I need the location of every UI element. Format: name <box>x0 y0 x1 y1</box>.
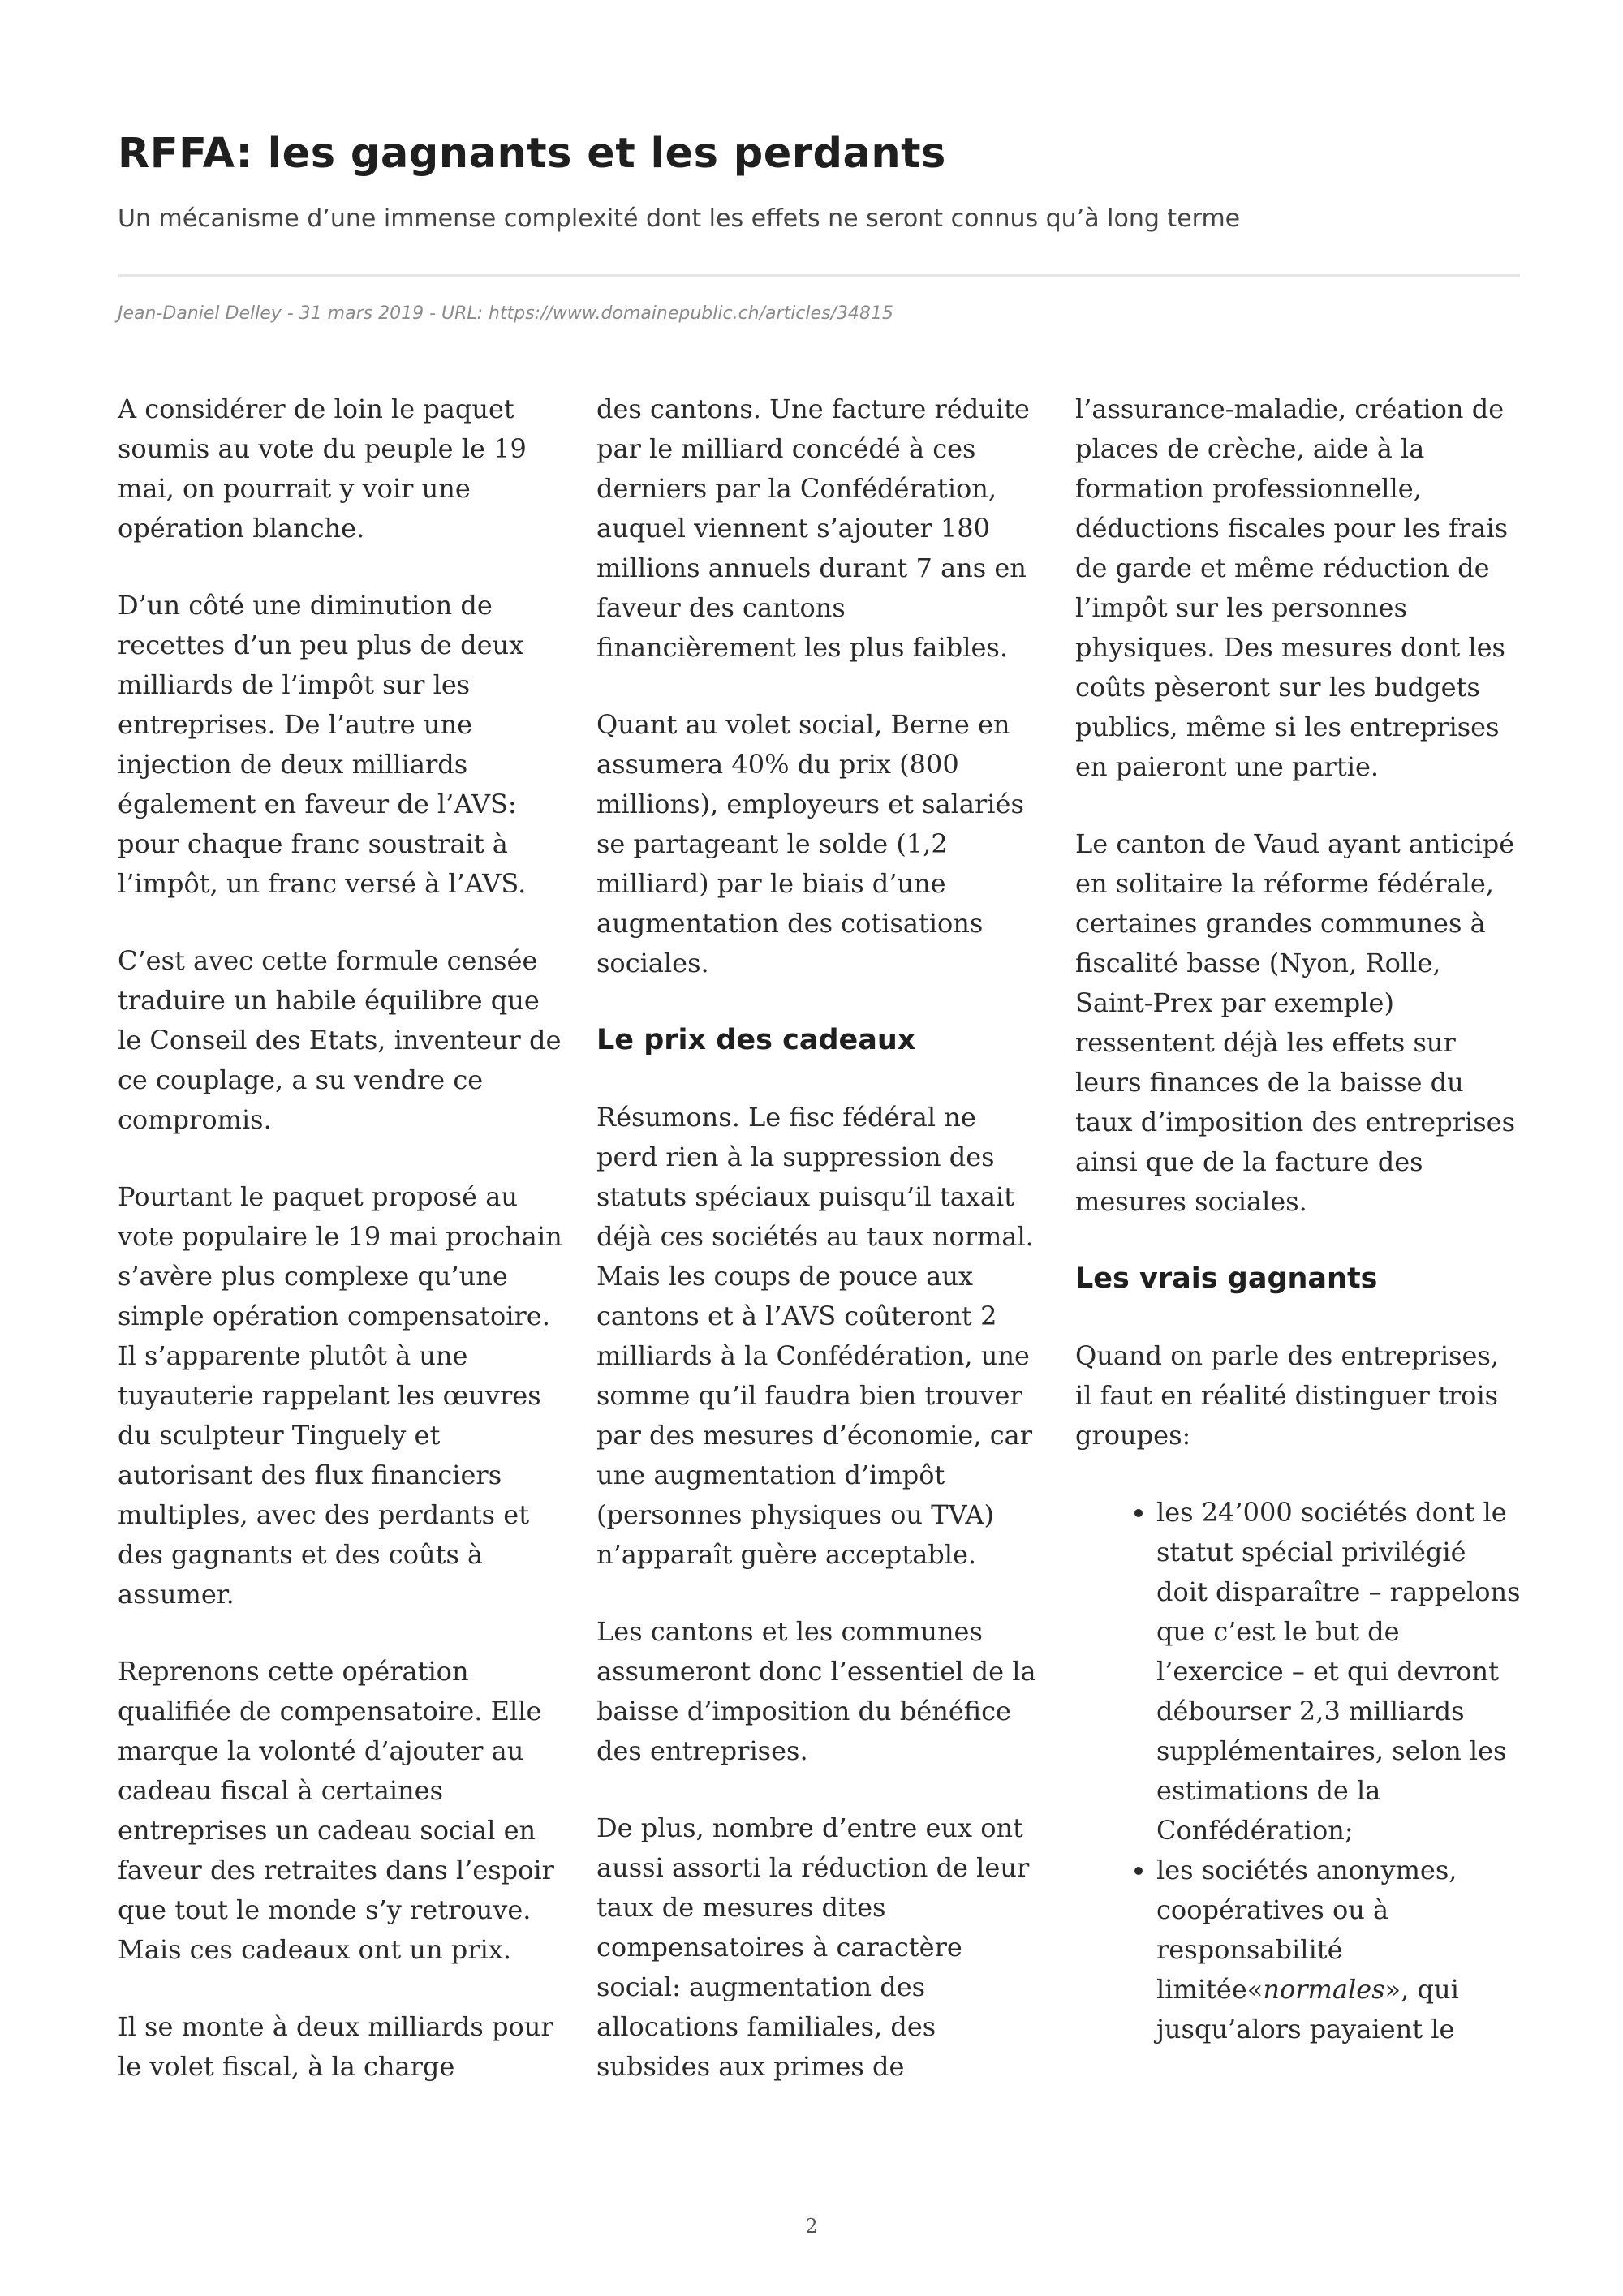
paragraph: Résumons. Le fisc fédéral ne perd rien à la suppression des statuts spéciaux puisqu’il taxait déjà ces sociétés au taux normal. Mais les coups de pouce aux cantons et à l’AVS coûteront 2 milliards à la Confédération, une somme qu’il faudra bien trouver par des mesures d’économie, car une augmentation d’impôt (personnes physiques ou TVA) n’apparaît guère acceptable. <box>596 1102 1034 1570</box>
header-divider <box>118 274 1520 277</box>
paragraph: des cantons. Une facture réduite par le milliard concédé à ces derniers par la Confédération, auquel viennent s’ajouter 180 millions annuels durant 7 ans en faveur des cantons financièrement les plus faibles. <box>596 393 1030 663</box>
paragraph: Reprenons cette opération qualifiée de compensatoire. Elle marque la volonté d’ajouter au cadeau fiscal à certaines entreprises un cadeau social en faveur des retraites dans l’espoir que tout le monde s’y retrouve. Mais ces cadeaux ont un prix. <box>118 1656 554 1965</box>
list-item-text: les sociétés anonymes, coopératives ou à responsabilité limitée« <box>1156 1855 1457 2005</box>
article-subtitle: Un mécanisme d’une immense complexité dont les effets ne seront connus qu’à long terme <box>118 204 1241 233</box>
paragraph: De plus, nombre d’entre eux ont aussi assorti la réduction de leur taux de mesures dites compensatoires à caractère social: augmentation des allocations familiales, des subsides aux primes de <box>596 1812 1030 2082</box>
paragraph: Quand on parle des entreprises, il faut en réalité distinguer trois groupes: <box>1075 1340 1500 1451</box>
section-heading: Le prix des cadeaux <box>596 1024 916 1056</box>
paragraph: l’assurance-maladie, création de places de crèche, aide à la formation professionnelle, déductions fiscales pour les frais de garde et même réduction de l’impôt sur les personnes physiques. Des mesures dont les coûts pèseront sur les budgets publics, même si les entreprises en paieront une partie. <box>1075 393 1508 782</box>
bullet-list <box>1075 1493 1522 2049</box>
list-item-text: », qui jusqu’alors payaient le <box>1156 1974 1459 2044</box>
list-item <box>1156 1493 1522 1851</box>
paragraph: Les cantons et les communes assumeront donc l’essentiel de la baisse d’imposition du bénéfice des entreprises. <box>596 1616 1036 1766</box>
list-item <box>1156 1851 1522 2049</box>
article-title: RFFA: les gagnants et les perdants <box>118 130 946 178</box>
paragraph: D’un côté une diminution de recettes d’un peu plus de deux milliards de l’impôt sur les entreprises. De l’autre une injection de deux milliards également en faveur de l’AVS: pour chaque franc soustrait à l’impôt, un franc versé à l’AVS. <box>118 590 527 899</box>
paragraph: Quant au volet social, Berne en assumera 40% du prix (800 millions), employeurs et salariés se partageant le solde (1,2 milliard) par le biais d’une augmentation des cotisations sociales. <box>596 709 1024 978</box>
paragraph: Pourtant le paquet proposé au vote populaire le 19 mai prochain s’avère plus complexe qu’une simple opération compensatoire. Il s’apparente plutôt à une tuyauterie rappelant les œuvres du sculpteur Tinguely et autorisant des flux financiers multiples, avec des perdants et des gagnants et des coûts à assumer. <box>118 1181 562 1610</box>
list-item-text: les 24’000 sociétés dont le statut spécial privilégié doit disparaître – rappelons que c’est le but de l’exercice – et qui devront débourser 2,3 milliards supplémentaires, selon les estimations de la Confédération; <box>1156 1497 1521 1846</box>
article-meta: Jean-Daniel Delley - 31 mars 2019 - URL: https://www.domainepublic.ch/articles/34815 <box>118 303 893 324</box>
paragraph: Le canton de Vaud ayant anticipé en solitaire la réforme fédérale, certaines grandes communes à fiscalité basse (Nyon, Rolle, Saint-Prex par exemple) ressentent déjà les effets sur leurs finances de la baisse du taux d’imposition des entreprises ainsi que de la facture des mesures sociales. <box>1075 828 1515 1217</box>
column-3 <box>1075 389 1522 2049</box>
paragraph: A considérer de loin le paquet soumis au vote du peuple le 19 mai, on pourrait y voir une opération blanche. <box>118 393 527 544</box>
emphasis-text: normales <box>1263 1974 1385 2005</box>
column-1 <box>118 389 564 2124</box>
section-heading: Les vrais gagnants <box>1075 1262 1378 1295</box>
paragraph: C’est avec cette formule censée traduire un habile équilibre que le Conseil des Etats, inventeur de ce couplage, a su vendre ce compromis. <box>118 945 562 1135</box>
paragraph: Il se monte à deux milliards pour le volet fiscal, à la charge <box>118 2011 553 2082</box>
page-number: 2 <box>805 2215 818 2238</box>
column-2 <box>596 389 1043 2124</box>
